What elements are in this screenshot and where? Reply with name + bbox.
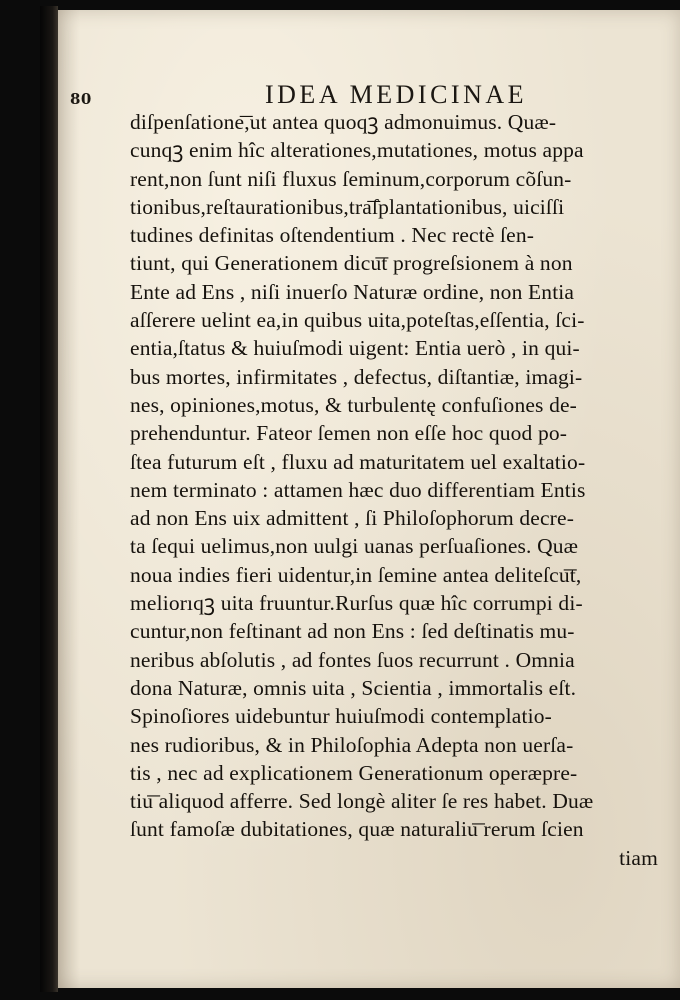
text-line: bus mortes, infirmitates , defectus, diſtantiæ, imagi- (130, 364, 583, 389)
text-line: aſſerere uelint ea,in quibus uita,poteſtas,eſſentia, ſci- (130, 308, 585, 333)
catchword: tiam (619, 845, 658, 870)
book-gutter-edge (40, 6, 58, 992)
text-line: rent,non ſunt niſi fluxus ſeminum,corporum cõſun- (130, 166, 572, 191)
running-head-title: IDEA MEDICINAE (265, 80, 528, 109)
text-line: neribus abſolutis , ad fontes ſuos recurrunt . Omnia (130, 647, 575, 672)
text-line: entia,ſtatus & huiuſmodi uigent: Entia uerò , in qui- (130, 336, 580, 361)
text-line: diſpenſatione͞,ut antea quoqꝫ admonuimus. Quæ- (130, 110, 557, 134)
text-line: meliorıqꝫ uita fruuntur.Rurſus quæ hîc corrumpi di- (130, 591, 583, 616)
text-line: nes rudioribus, & in Philoſophia Adepta non uerſa- (130, 732, 574, 757)
text-line: ad non Ens uix admittent , ſi Philoſophorum decre- (130, 506, 574, 531)
text-line: tiu͞ aliquod afferre. Sed longè aliter ſe res habet. Duæ (130, 789, 594, 814)
text-line: Ente ad Ens , niſi inuerſo Naturæ ordine, non Entia (130, 279, 575, 304)
text-line: tionibus,reſtaurationibus,tra͞ſplantationibus, uiciſſi (130, 194, 565, 219)
text-line: nem terminato : attamen hæc duo differentiam Entis (130, 477, 586, 502)
text-line: ſunt famoſæ dubitationes, quæ naturaliu͞ rerum ſcien (130, 817, 584, 842)
text-line: ſtea futurum eſt , fluxu ad maturitatem uel exaltatio- (130, 449, 586, 474)
text-line: Spinoſiores uidebuntur huiuſmodi contemplatio- (130, 704, 552, 729)
page-number: 80 (70, 90, 92, 108)
text-line: cunqꝫ enim hîc alterationes,mutationes, motus appa (130, 138, 584, 163)
text-line: prehenduntur. Fateor ſemen non eſſe hoc quod po- (130, 421, 568, 446)
text-line: dona Naturæ, omnis uita , Scientia , immortalis eſt. (130, 675, 577, 700)
text-line: noua indies fieri uidentur,in ſemine antea deliteſcu͞t, (130, 562, 582, 587)
text-line: tudines definitas oſtendentium . Nec rectè ſen- (130, 223, 535, 248)
text-line: cuntur,non feſtinant ad non Ens : ſed deſtinatis mu- (130, 619, 575, 644)
text-line: tiunt, qui Generationem dicu͞t progreſsionem à non (130, 251, 573, 276)
body-text-block (130, 108, 670, 872)
text-line: ta ſequi uelimus,non uulgi uanas perſuaſiones. Quæ (130, 534, 579, 559)
text-line: nes, opiniones,motus, & turbulentę confuſiones de- (130, 392, 577, 417)
text-line: tis , nec ad explicationem Generationum operæpre- (130, 760, 578, 785)
